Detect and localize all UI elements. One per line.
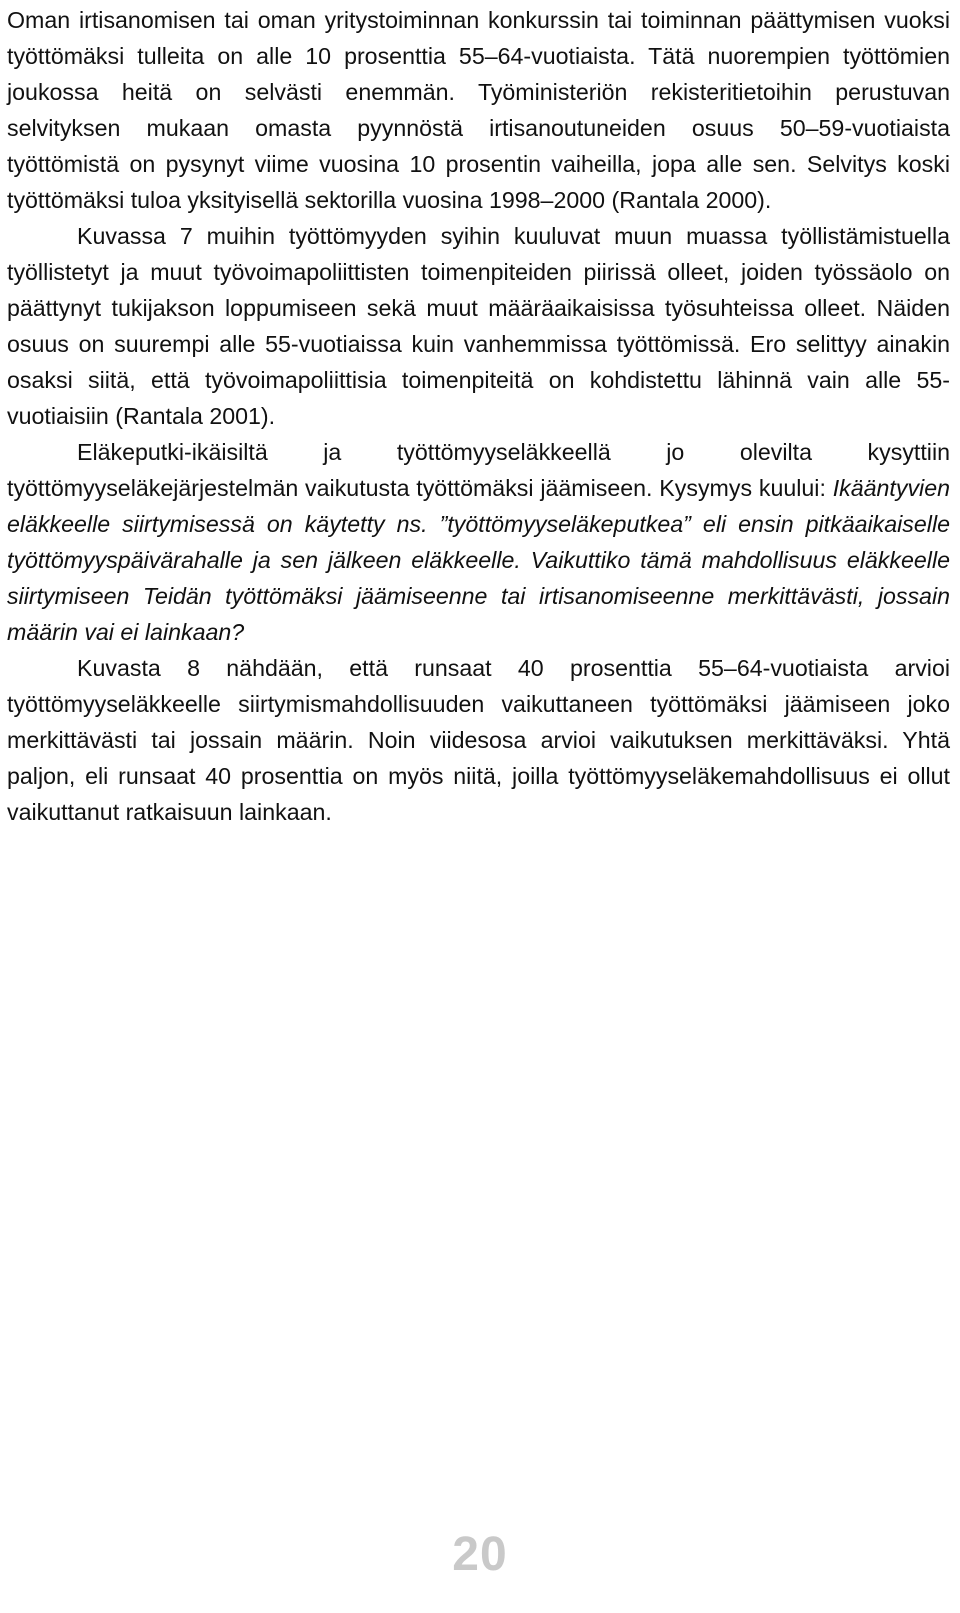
paragraph-unemployment-causes: Oman irtisanomisen tai oman yritystoiminnan konkurssin tai toiminnan päättymisen vuoksi työttömäksi tulleita on alle 10 prosenttia 55–64-vuotiaista. Tätä nuorempien työttömien joukossa heitä on selvästi enemmän. Työministeriön rekisteritietoihin perustuvan selvityksen mukaan omasta pyynnöstä irtisanoutuneiden osuus 50–59-vuotiaista työttömistä on pysynyt viime vuosina 10 prosentin vaiheilla, jopa alle sen. Selvitys koski työttömäksi tuloa yksityisellä sektorilla vuosina 1998–2000 (Rantala 2000). — [7, 7, 950, 213]
survey-question-text: Ikääntyvien eläkkeelle siirtymisessä on käytetty ns. ”työttömyyseläkeputkea” eli ensin pitkäaikaiselle työttömyyspäivärahalle ja sen jälkeen eläkkeelle. Vaikuttiko tämä mahdollisuus eläkkeelle siirtymiseen Teidän työttömäksi jäämiseenne tai irtisanomiseenne merkittävästi, jossain määrin vai ei lainkaan? — [7, 475, 950, 645]
paragraph-figure-7: Kuvassa 7 muihin työttömyyden syihin kuuluvat muun muassa työllistämistuella työllistetyt ja muut työvoimapoliittisten toimenpiteiden piirissä olleet, joiden työssäolo on päättynyt tukijakson loppumiseen sekä muut määräaikaisissa työsuhteissa olleet. Näiden osuus on suurempi alle 55-vuotiaissa kuin vanhemmissa työttömissä. Ero selittyy ainakin osaksi siitä, että työvoimapoliittisia toimenpiteitä on kohdistettu lähinnä vain alle 55-vuotiaisiin (Rantala 2001). — [7, 223, 950, 429]
paragraph-survey-question — [7, 434, 950, 650]
survey-question-lead: Eläkeputki-ikäisiltä ja työttömyyseläkkeellä jo olevilta kysyttiin työttömyyseläkejärjestelmän vaikutusta työttömäksi jäämiseen. Kysymys kuului: — [7, 439, 950, 501]
paragraph-figure-8: Kuvasta 8 nähdään, että runsaat 40 prosenttia 55–64-vuotiaista arvioi työttömyyseläkkeelle siirtymismahdollisuuden vaikuttaneen työttömäksi jäämiseen joko merkittävästi tai jossain määrin. Noin viidesosa arvioi vaikutuksen merkittäväksi. Yhtä paljon, eli runsaat 40 prosenttia on myös niitä, joilla työttömyyseläkemahdollisuus ei ollut vaikuttanut ratkaisuun lainkaan. — [7, 655, 950, 825]
page-number: 20 — [452, 1528, 508, 1581]
